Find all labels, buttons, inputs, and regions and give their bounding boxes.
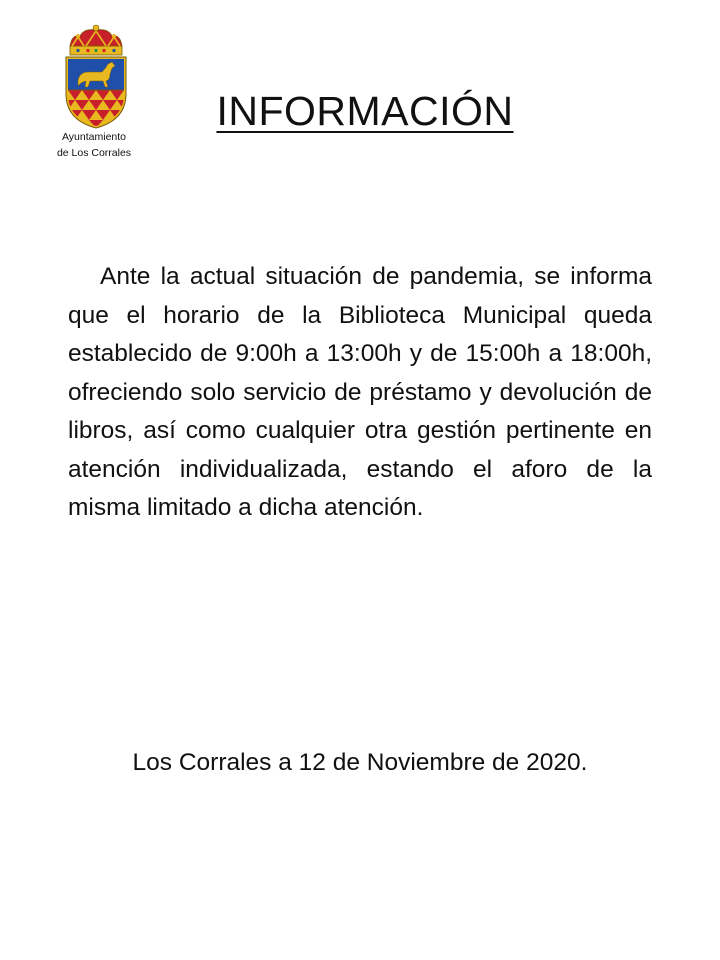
organization-name-line-1: Ayuntamiento xyxy=(61,131,126,143)
organization-name xyxy=(40,129,148,161)
coat-of-arms-icon xyxy=(58,24,134,130)
date-signature: Los Corrales a 12 de Noviembre de 2020. xyxy=(132,749,588,776)
document-title: INFORMACIÓN xyxy=(216,88,514,134)
notice-body: Ante la actual situación de pandemia, se informa que el horario de la Biblioteca Municipal queda establecido de 9:00h a 13:00h y de 15:00h a 18:00h, ofreciendo solo servicio de préstamo y devolución de libros, así como cualquier otra gestión pertinente en atención individualizada, estando el aforo de la misma limitado a dicha atención. xyxy=(68,263,652,521)
organization-name-line-2: de Los Corrales xyxy=(56,147,132,159)
crown-icon xyxy=(70,25,122,55)
